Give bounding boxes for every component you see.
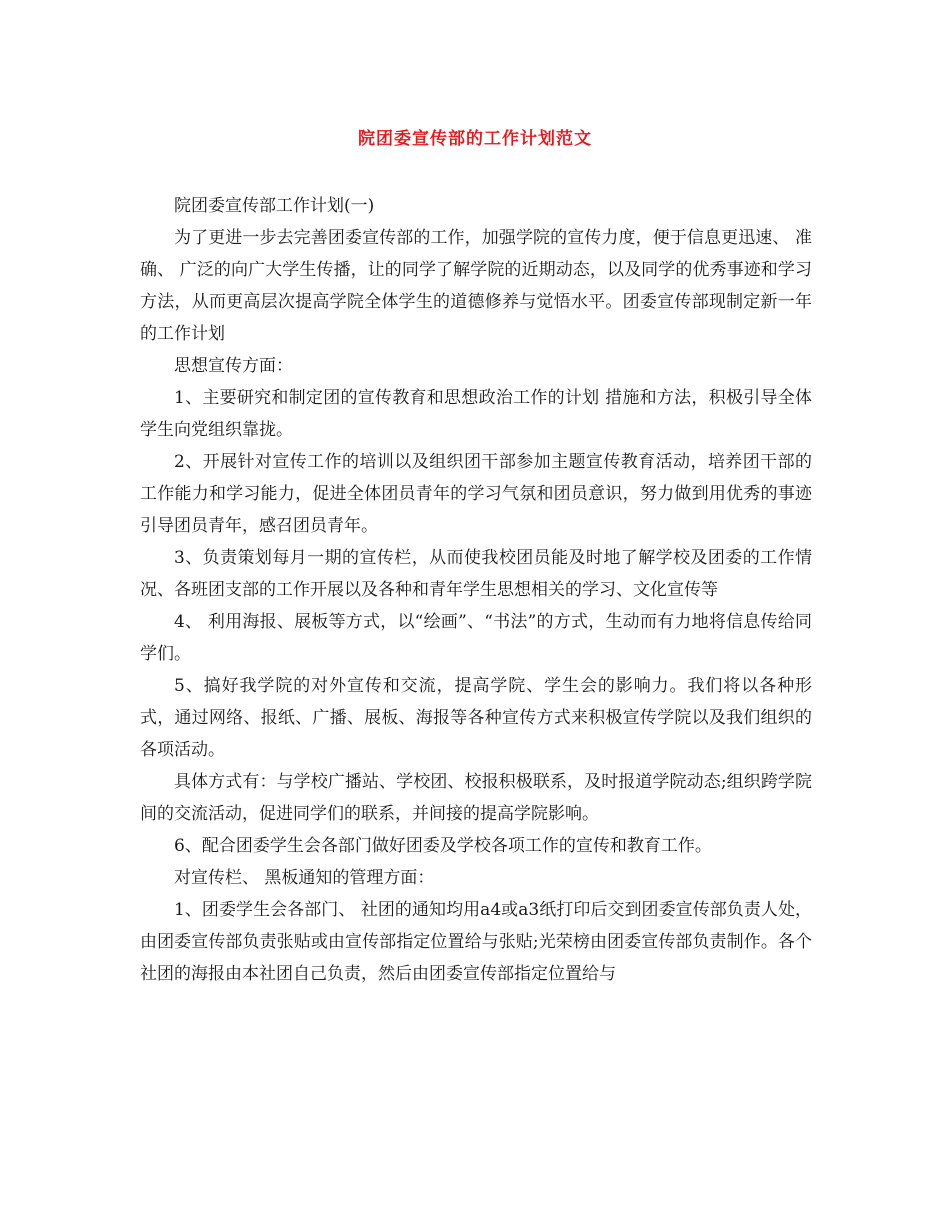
list-item: 4、 利用海报、展板等方式，以“绘画”、“书法”的方式，生动而有力地将信息传给同学们。	[140, 612, 812, 664]
body-paragraph: 具体方式有：与学校广播站、学校团、校报积极联系，及时报道学院动态;组织跨学院间的交流活动，促进同学们的联系，并间接的提高学院影响。	[140, 772, 812, 824]
list-item: 3、负责策划每月一期的宣传栏，从而使我校团员能及时地了解学校及团委的工作情况、各班团支部的工作开展以及各种和青年学生思想相关的学习、文化宣传等	[140, 548, 812, 600]
subsection-heading: 对宣传栏、 黑板通知的管理方面：	[174, 868, 435, 888]
list-item: 1、团委学生会各部门、 社团的通知均用a4或a3纸打印后交到团委宣传部负责人处，由团委宣传部负责张贴或由宣传部指定位置给与张贴;光荣榜由团委宣传部负责制作。各个社团的海报由本社团自己负责，然后由团委宣传部指定位置给与	[140, 900, 812, 984]
section-heading: 院团委宣传部工作计划(一)	[174, 196, 375, 216]
list-item: 1、主要研究和制定团的宣传教育和思想政治工作的计划 措施和方法，积极引导全体学生向党组织靠拢。	[140, 388, 812, 440]
document-body	[140, 190, 812, 990]
document-title: 院团委宣传部的工作计划范文	[358, 129, 592, 149]
list-item: 5、搞好我学院的对外宣传和交流，提高学院、学生会的影响力。我们将以各种形式，通过网络、报纸、广播、展板、海报等各种宣传方式来积极宣传学院以及我们组织的各项活动。	[140, 676, 812, 760]
intro-paragraph: 为了更进一步去完善团委宣传部的工作，加强学院的宣传力度，便于信息更迅速、 准确、 广泛的向广大学生传播，让的同学了解学院的近期动态，以及同学的优秀事迹和学习方法，从而更高层次提高学院全体学生的道德修养与觉悟水平。团委宣传部现制定新一年的工作计划	[140, 228, 812, 344]
subsection-heading: 思想宣传方面：	[174, 356, 293, 376]
list-item: 6、配合团委学生会各部门做好团委及学校各项工作的宣传和教育工作。	[174, 836, 712, 856]
list-item: 2、开展针对宣传工作的培训以及组织团干部参加主题宣传教育活动，培养团干部的工作能力和学习能力，促进全体团员青年的学习气氛和团员意识，努力做到用优秀的事迹引导团员青年，感召团员青年。	[140, 452, 812, 536]
